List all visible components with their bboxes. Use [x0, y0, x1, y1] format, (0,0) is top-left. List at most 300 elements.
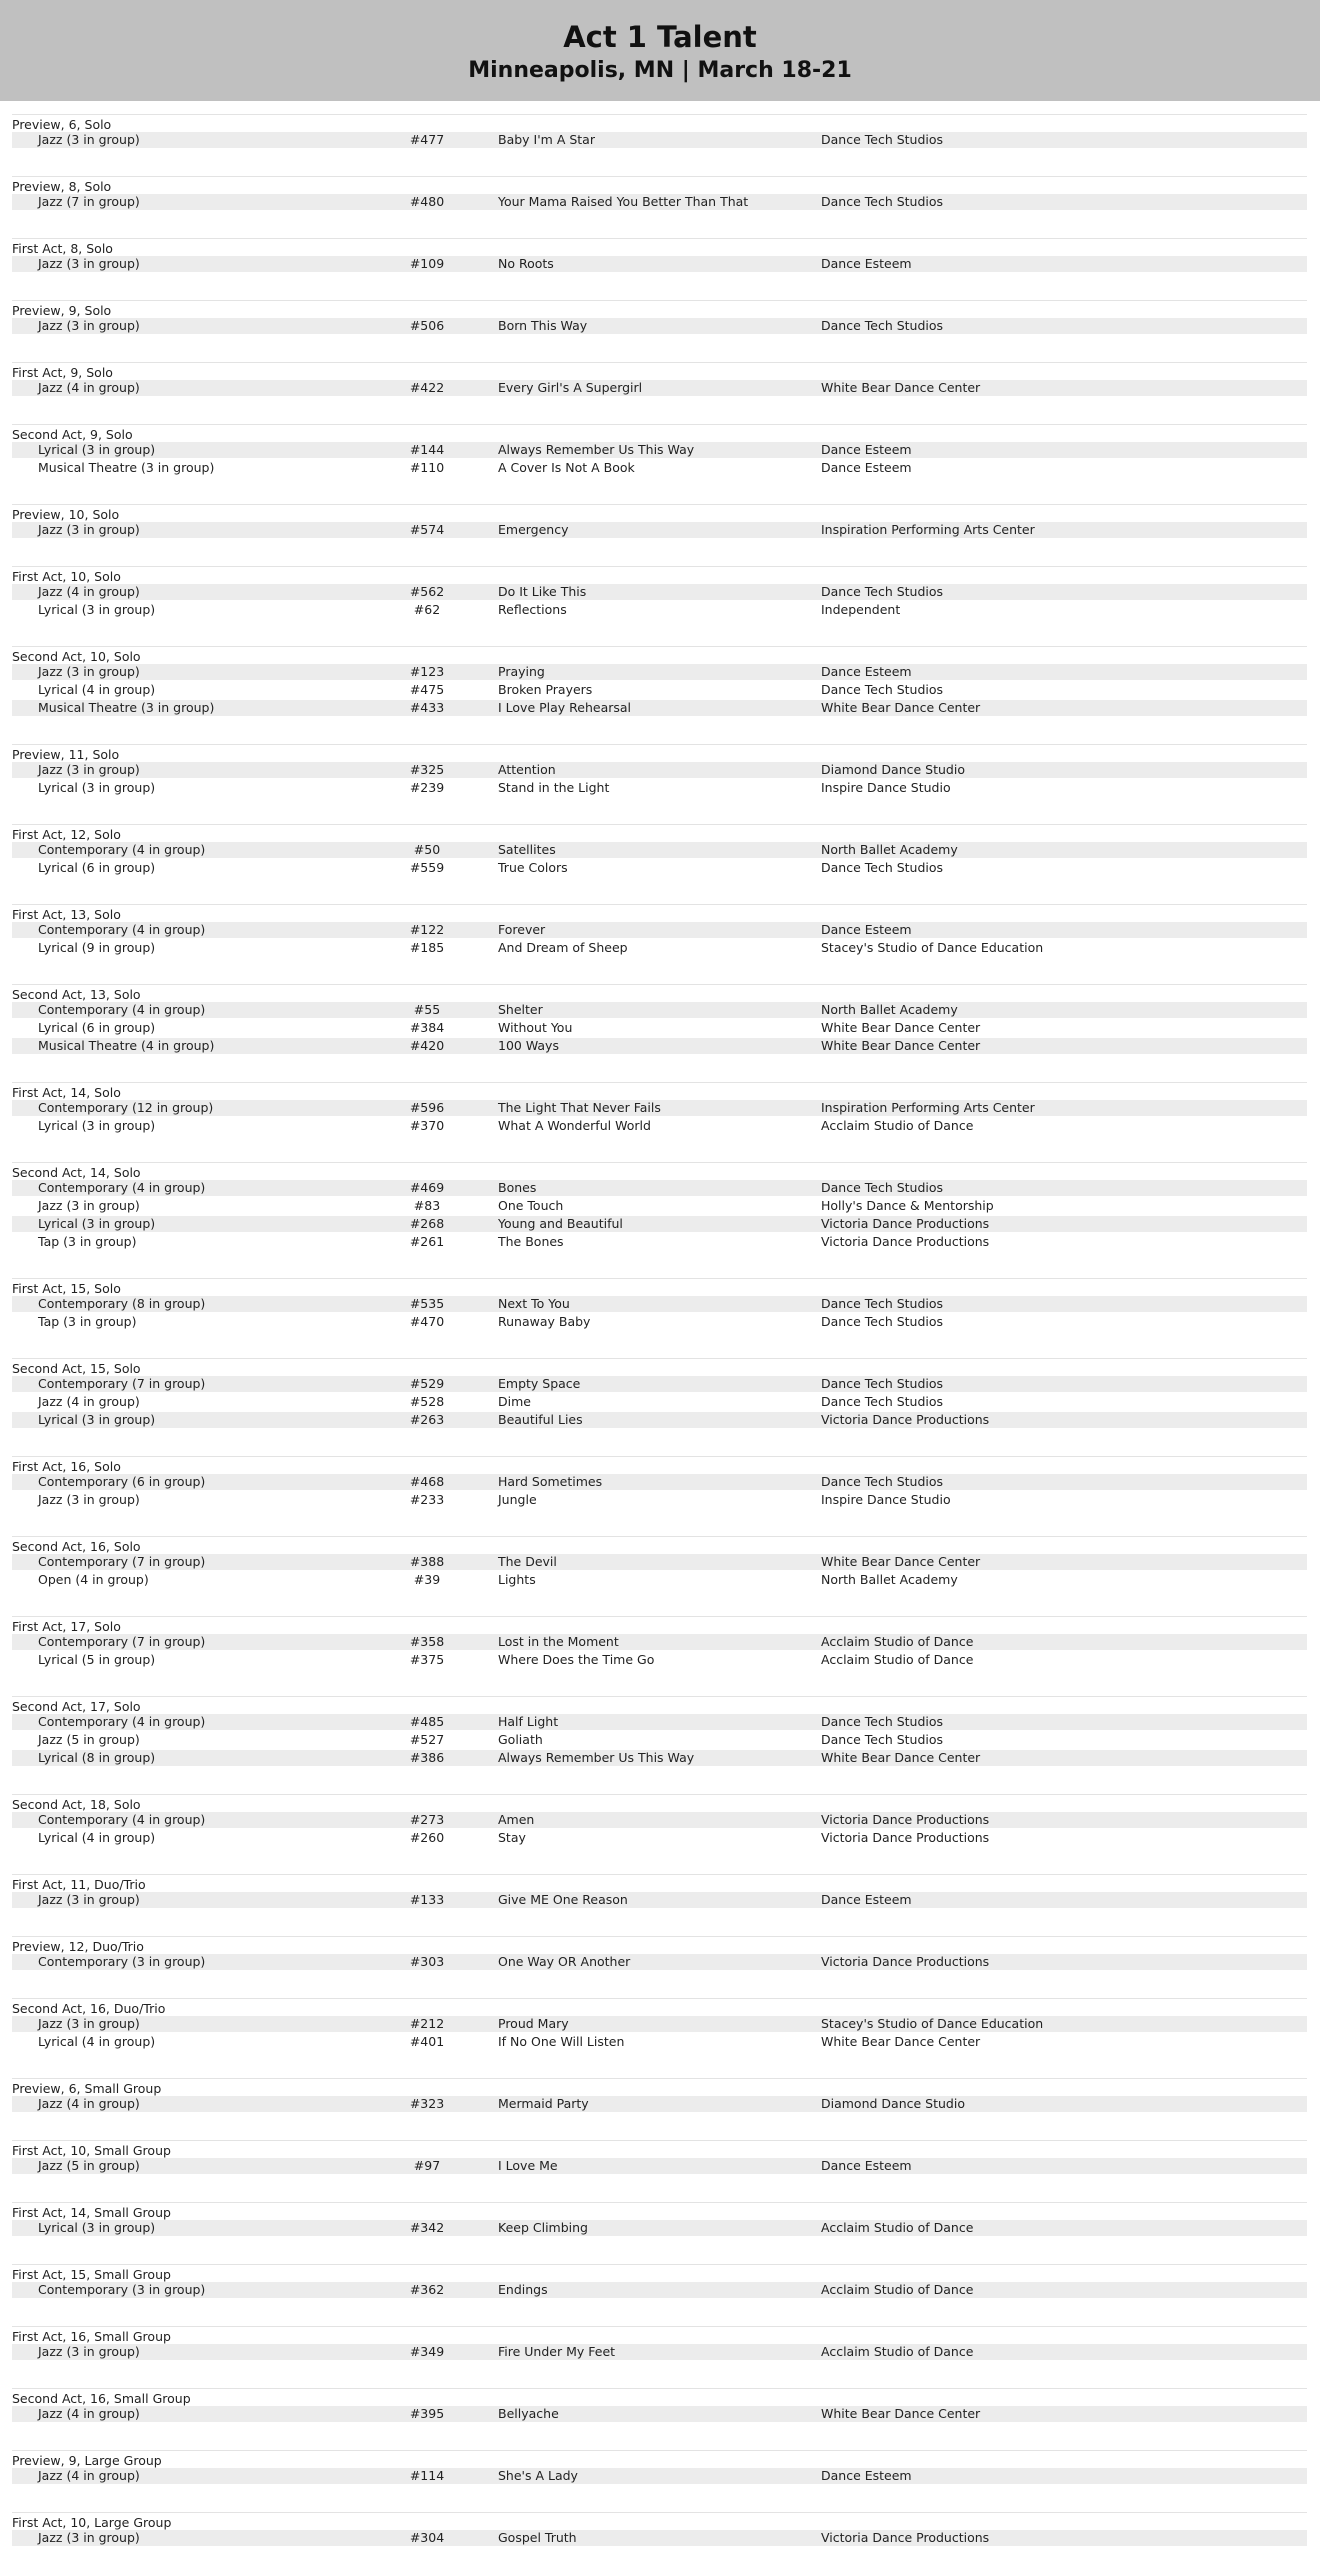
entry-studio: Dance Tech Studios — [821, 132, 944, 147]
entry-number: #325 — [409, 762, 445, 777]
entry-row — [12, 2220, 1307, 2236]
group-heading: Second Act, 18, Solo — [12, 1797, 141, 1812]
group-divider — [12, 904, 1307, 905]
entry-category: Contemporary (7 in group) — [38, 1376, 206, 1391]
entry-row — [12, 1892, 1307, 1908]
entry-category: Jazz (3 in group) — [38, 664, 140, 679]
entry-number: #268 — [409, 1216, 445, 1231]
entry-number: #529 — [409, 1376, 445, 1391]
entry-number: #123 — [409, 664, 445, 679]
group-divider — [12, 362, 1307, 363]
group-divider — [12, 1358, 1307, 1359]
entry-title: What A Wonderful World — [498, 1118, 651, 1133]
entry-category: Jazz (4 in group) — [38, 2096, 140, 2111]
group-divider — [12, 1162, 1307, 1163]
entry-studio: White Bear Dance Center — [821, 380, 981, 395]
group-divider — [12, 1278, 1307, 1279]
entry-studio: Dance Tech Studios — [821, 1474, 944, 1489]
entry-row — [12, 1314, 1307, 1330]
entry-row — [12, 1216, 1307, 1232]
entry-row — [12, 1750, 1307, 1766]
group-divider — [12, 2140, 1307, 2141]
entry-row — [12, 2016, 1307, 2032]
entry-number: #263 — [409, 1412, 445, 1427]
entry-studio: Victoria Dance Productions — [821, 1812, 990, 1827]
entry-category: Jazz (3 in group) — [38, 1492, 140, 1507]
group-divider — [12, 1536, 1307, 1537]
entry-row — [12, 2096, 1307, 2112]
entry-number: #110 — [409, 460, 445, 475]
entry-category: Musical Theatre (3 in group) — [38, 700, 215, 715]
group-divider — [12, 1874, 1307, 1875]
entry-studio: White Bear Dance Center — [821, 2406, 981, 2421]
entry-studio: Victoria Dance Productions — [821, 1412, 990, 1427]
entry-studio: Victoria Dance Productions — [821, 1954, 990, 1969]
entry-title: I Love Play Rehearsal — [498, 700, 632, 715]
entry-category: Jazz (5 in group) — [38, 1732, 140, 1747]
entry-category: Tap (3 in group) — [38, 1314, 137, 1329]
entry-row — [12, 1714, 1307, 1730]
entry-studio: Dance Esteem — [821, 2468, 912, 2483]
entry-row — [12, 860, 1307, 876]
entry-number: #109 — [409, 256, 445, 271]
entry-number: #144 — [409, 442, 445, 457]
entry-studio: Dance Tech Studios — [821, 1296, 944, 1311]
group-heading: Preview, 8, Solo — [12, 179, 112, 194]
entry-row — [12, 442, 1307, 458]
entry-studio: Acclaim Studio of Dance — [821, 1118, 974, 1133]
entry-category: Lyrical (3 in group) — [38, 2220, 156, 2235]
entry-row — [12, 1296, 1307, 1312]
entry-row — [12, 1412, 1307, 1428]
entry-number: #420 — [409, 1038, 445, 1053]
entry-category: Lyrical (6 in group) — [38, 1020, 156, 1035]
entry-studio: Acclaim Studio of Dance — [821, 1652, 974, 1667]
group-divider — [12, 824, 1307, 825]
entry-number: #559 — [409, 860, 445, 875]
group-heading: First Act, 9, Solo — [12, 365, 113, 380]
group-divider — [12, 646, 1307, 647]
entry-row — [12, 2344, 1307, 2360]
entry-studio: White Bear Dance Center — [821, 1020, 981, 1035]
entry-category: Lyrical (3 in group) — [38, 442, 156, 457]
entry-studio: Dance Tech Studios — [821, 860, 944, 875]
entry-number: #477 — [409, 132, 445, 147]
entry-number: #562 — [409, 584, 445, 599]
entry-title: Young and Beautiful — [498, 1216, 623, 1231]
group-heading: First Act, 13, Solo — [12, 907, 121, 922]
entry-number: #185 — [409, 940, 445, 955]
entry-category: Jazz (3 in group) — [38, 256, 140, 271]
entry-studio: Dance Tech Studios — [821, 1314, 944, 1329]
entry-category: Contemporary (4 in group) — [38, 842, 206, 857]
entry-number: #506 — [409, 318, 445, 333]
group-divider — [12, 1082, 1307, 1083]
entry-number: #97 — [413, 2158, 441, 2173]
entry-studio: Inspire Dance Studio — [821, 1492, 951, 1507]
entry-number: #349 — [409, 2344, 445, 2359]
entry-category: Jazz (3 in group) — [38, 2344, 140, 2359]
entry-title: Emergency — [498, 522, 569, 537]
group-divider — [12, 1936, 1307, 1937]
entry-number: #233 — [409, 1492, 445, 1507]
group-heading: First Act, 10, Solo — [12, 569, 121, 584]
entry-number: #401 — [409, 2034, 445, 2049]
entry-row — [12, 1234, 1307, 1250]
group-divider — [12, 1696, 1307, 1697]
entry-category: Jazz (4 in group) — [38, 380, 140, 395]
entry-row — [12, 2406, 1307, 2422]
entry-number: #323 — [409, 2096, 445, 2111]
entry-row — [12, 1180, 1307, 1196]
group-divider — [12, 300, 1307, 301]
group-heading: First Act, 17, Solo — [12, 1619, 121, 1634]
entry-category: Contemporary (3 in group) — [38, 2282, 206, 2297]
entry-category: Lyrical (3 in group) — [38, 1412, 156, 1427]
entry-title: Hard Sometimes — [498, 1474, 603, 1489]
entry-category: Jazz (7 in group) — [38, 194, 140, 209]
entry-number: #535 — [409, 1296, 445, 1311]
entry-row — [12, 132, 1307, 148]
entry-number: #260 — [409, 1830, 445, 1845]
entry-category: Jazz (4 in group) — [38, 2406, 140, 2421]
entry-row — [12, 1492, 1307, 1508]
entry-number: #273 — [409, 1812, 445, 1827]
group-divider — [12, 1794, 1307, 1795]
entry-studio: Dance Tech Studios — [821, 1376, 944, 1391]
group-divider — [12, 566, 1307, 567]
entry-title: Always Remember Us This Way — [498, 1750, 695, 1765]
entry-number: #475 — [409, 682, 445, 697]
group-divider — [12, 984, 1307, 985]
group-heading: First Act, 8, Solo — [12, 241, 113, 256]
entry-title: Always Remember Us This Way — [498, 442, 695, 457]
entry-number: #55 — [413, 1002, 441, 1017]
entry-row — [12, 522, 1307, 538]
group-heading: Preview, 9, Solo — [12, 303, 112, 318]
entry-row — [12, 1732, 1307, 1748]
entry-title: Every Girl's A Supergirl — [498, 380, 643, 395]
entry-category: Jazz (3 in group) — [38, 762, 140, 777]
entry-row — [12, 2530, 1307, 2546]
entry-number: #122 — [409, 922, 445, 937]
entry-studio: Inspiration Performing Arts Center — [821, 522, 1035, 537]
entry-title: Satellites — [498, 842, 556, 857]
entry-number: #303 — [409, 1954, 445, 1969]
entry-category: Lyrical (8 in group) — [38, 1750, 156, 1765]
entry-number: #362 — [409, 2282, 445, 2297]
entry-category: Lyrical (3 in group) — [38, 602, 156, 617]
entry-title: Beautiful Lies — [498, 1412, 583, 1427]
entry-number: #480 — [409, 194, 445, 209]
entry-number: #261 — [409, 1234, 445, 1249]
entry-row — [12, 700, 1307, 716]
entry-number: #596 — [409, 1100, 445, 1115]
group-divider — [12, 114, 1307, 115]
entry-studio: North Ballet Academy — [821, 1572, 958, 1587]
group-heading: Preview, 9, Large Group — [12, 2453, 162, 2468]
entry-studio: White Bear Dance Center — [821, 1554, 981, 1569]
entry-row — [12, 2034, 1307, 2050]
group-heading: Second Act, 16, Small Group — [12, 2391, 191, 2406]
entry-studio: White Bear Dance Center — [821, 2034, 981, 2049]
entry-category: Jazz (4 in group) — [38, 2468, 140, 2483]
entry-title: Half Light — [498, 1714, 559, 1729]
entry-studio: Acclaim Studio of Dance — [821, 2344, 974, 2359]
group-heading: Preview, 11, Solo — [12, 747, 120, 762]
entry-title: 100 Ways — [498, 1038, 559, 1053]
entry-category: Tap (3 in group) — [38, 1234, 137, 1249]
entry-number: #468 — [409, 1474, 445, 1489]
entry-studio: Victoria Dance Productions — [821, 1216, 990, 1231]
entry-studio: Acclaim Studio of Dance — [821, 2220, 974, 2235]
entry-category: Contemporary (4 in group) — [38, 1714, 206, 1729]
entry-row — [12, 780, 1307, 796]
entry-title: Born This Way — [498, 318, 588, 333]
group-divider — [12, 2078, 1307, 2079]
entry-studio: Dance Tech Studios — [821, 584, 944, 599]
entry-studio: Dance Tech Studios — [821, 1394, 944, 1409]
entry-number: #62 — [413, 602, 441, 617]
entry-title: True Colors — [498, 860, 568, 875]
group-heading: Second Act, 10, Solo — [12, 649, 141, 664]
entry-number: #527 — [409, 1732, 445, 1747]
entry-title: Where Does the Time Go — [498, 1652, 655, 1667]
group-divider — [12, 2450, 1307, 2451]
entry-number: #384 — [409, 1020, 445, 1035]
entry-number: #342 — [409, 2220, 445, 2235]
group-heading: First Act, 12, Solo — [12, 827, 121, 842]
entry-number: #485 — [409, 1714, 445, 1729]
group-heading: First Act, 15, Solo — [12, 1281, 121, 1296]
entry-row — [12, 1198, 1307, 1214]
entry-row — [12, 584, 1307, 600]
entry-category: Jazz (4 in group) — [38, 1394, 140, 1409]
group-divider — [12, 424, 1307, 425]
group-divider — [12, 2388, 1307, 2389]
group-heading: Preview, 10, Solo — [12, 507, 120, 522]
entry-title: Proud Mary — [498, 2016, 569, 2031]
entry-row — [12, 1954, 1307, 1970]
entry-title: Lost in the Moment — [498, 1634, 619, 1649]
group-heading: First Act, 14, Solo — [12, 1085, 121, 1100]
entry-category: Jazz (5 in group) — [38, 2158, 140, 2173]
entry-title: Runaway Baby — [498, 1314, 591, 1329]
entry-row — [12, 1474, 1307, 1490]
group-heading: First Act, 15, Small Group — [12, 2267, 171, 2282]
entry-studio: Dance Tech Studios — [821, 1180, 944, 1195]
group-divider — [12, 1616, 1307, 1617]
entry-row — [12, 256, 1307, 272]
entry-row — [12, 1572, 1307, 1588]
entry-number: #422 — [409, 380, 445, 395]
entry-title: The Light That Never Fails — [498, 1100, 661, 1115]
entry-title: Jungle — [498, 1492, 537, 1507]
group-heading: First Act, 11, Duo/Trio — [12, 1877, 146, 1892]
entry-category: Contemporary (4 in group) — [38, 922, 206, 937]
entry-studio: Victoria Dance Productions — [821, 2530, 990, 2545]
entry-row — [12, 380, 1307, 396]
entry-studio: Acclaim Studio of Dance — [821, 1634, 974, 1649]
entry-row — [12, 1652, 1307, 1668]
entry-category: Lyrical (3 in group) — [38, 780, 156, 795]
group-heading: Second Act, 17, Solo — [12, 1699, 141, 1714]
entry-title: The Devil — [498, 1554, 557, 1569]
entry-studio: Dance Esteem — [821, 256, 912, 271]
entry-studio: Inspire Dance Studio — [821, 780, 951, 795]
entry-category: Contemporary (7 in group) — [38, 1634, 206, 1649]
entry-category: Contemporary (7 in group) — [38, 1554, 206, 1569]
entry-category: Contemporary (4 in group) — [38, 1002, 206, 1017]
page-subtitle: Minneapolis, MN | March 18-21 — [468, 58, 852, 83]
entry-title: Give ME One Reason — [498, 1892, 628, 1907]
entry-title: Mermaid Party — [498, 2096, 589, 2111]
entry-number: #304 — [409, 2530, 445, 2545]
entry-title: Empty Space — [498, 1376, 581, 1391]
entry-category: Lyrical (4 in group) — [38, 2034, 156, 2049]
group-heading: Preview, 12, Duo/Trio — [12, 1939, 144, 1954]
page-title: Act 1 Talent — [563, 20, 757, 54]
entry-title: Amen — [498, 1812, 535, 1827]
group-heading: Second Act, 15, Solo — [12, 1361, 141, 1376]
entry-number: #212 — [409, 2016, 445, 2031]
entry-row — [12, 1830, 1307, 1846]
group-divider — [12, 2264, 1307, 2265]
group-heading: Second Act, 13, Solo — [12, 987, 141, 1002]
entry-title: Attention — [498, 762, 556, 777]
entry-number: #358 — [409, 1634, 445, 1649]
group-divider — [12, 2512, 1307, 2513]
entry-number: #50 — [413, 842, 441, 857]
entry-category: Lyrical (3 in group) — [38, 1118, 156, 1133]
entry-title: No Roots — [498, 256, 554, 271]
entry-number: #395 — [409, 2406, 445, 2421]
entry-studio: Dance Esteem — [821, 1892, 912, 1907]
group-divider — [12, 2202, 1307, 2203]
group-heading: First Act, 14, Small Group — [12, 2205, 171, 2220]
entry-category: Lyrical (6 in group) — [38, 860, 156, 875]
entry-row — [12, 762, 1307, 778]
entry-category: Lyrical (9 in group) — [38, 940, 156, 955]
entry-row — [12, 1634, 1307, 1650]
group-heading: Preview, 6, Solo — [12, 117, 112, 132]
page-header — [0, 0, 1320, 101]
entry-title: One Way OR Another — [498, 1954, 631, 1969]
entry-studio: Inspiration Performing Arts Center — [821, 1100, 1035, 1115]
entry-row — [12, 318, 1307, 334]
entry-title: Do It Like This — [498, 584, 587, 599]
entry-row — [12, 2158, 1307, 2174]
entry-row — [12, 602, 1307, 618]
entry-title: Broken Prayers — [498, 682, 593, 697]
entry-category: Jazz (3 in group) — [38, 2016, 140, 2031]
entry-number: #388 — [409, 1554, 445, 1569]
entry-studio: Stacey's Studio of Dance Education — [821, 940, 1044, 955]
entry-category: Lyrical (5 in group) — [38, 1652, 156, 1667]
entry-row — [12, 1118, 1307, 1134]
entry-category: Jazz (3 in group) — [38, 2530, 140, 2545]
entry-row — [12, 1020, 1307, 1036]
entry-number: #83 — [413, 1198, 441, 1213]
group-heading: Second Act, 9, Solo — [12, 427, 133, 442]
entry-studio: Dance Esteem — [821, 664, 912, 679]
entry-category: Lyrical (4 in group) — [38, 682, 156, 697]
entry-category: Contemporary (3 in group) — [38, 1954, 206, 1969]
entry-category: Open (4 in group) — [38, 1572, 149, 1587]
group-heading: Preview, 6, Small Group — [12, 2081, 162, 2096]
entry-studio: White Bear Dance Center — [821, 700, 981, 715]
entry-number: #370 — [409, 1118, 445, 1133]
entry-title: Next To You — [498, 1296, 570, 1311]
entry-category: Contemporary (4 in group) — [38, 1180, 206, 1195]
entry-category: Lyrical (4 in group) — [38, 1830, 156, 1845]
entry-number: #239 — [409, 780, 445, 795]
entry-studio: Diamond Dance Studio — [821, 2096, 965, 2111]
entry-title: If No One Will Listen — [498, 2034, 625, 2049]
entry-title: Fire Under My Feet — [498, 2344, 616, 2359]
entry-row — [12, 2468, 1307, 2484]
group-divider — [12, 2326, 1307, 2327]
entry-category: Contemporary (8 in group) — [38, 1296, 206, 1311]
entry-studio: Diamond Dance Studio — [821, 762, 965, 777]
group-heading: First Act, 10, Small Group — [12, 2143, 171, 2158]
entry-studio: Dance Esteem — [821, 460, 912, 475]
entry-studio: Independent — [821, 602, 901, 617]
entry-title: A Cover Is Not A Book — [498, 460, 635, 475]
entry-category: Jazz (3 in group) — [38, 318, 140, 333]
entry-title: Your Mama Raised You Better Than That — [498, 194, 749, 209]
entry-title: Stay — [498, 1830, 526, 1845]
entry-studio: Dance Esteem — [821, 442, 912, 457]
entry-category: Musical Theatre (4 in group) — [38, 1038, 215, 1053]
entry-studio: Dance Tech Studios — [821, 194, 944, 209]
entry-studio: Acclaim Studio of Dance — [821, 2282, 974, 2297]
entry-studio: Holly's Dance & Mentorship — [821, 1198, 994, 1213]
entry-number: #433 — [409, 700, 445, 715]
entry-number: #470 — [409, 1314, 445, 1329]
entry-row — [12, 1812, 1307, 1828]
entry-title: Gospel Truth — [498, 2530, 577, 2545]
entry-studio: North Ballet Academy — [821, 1002, 958, 1017]
entry-row — [12, 940, 1307, 956]
entry-number: #133 — [409, 1892, 445, 1907]
entry-number: #528 — [409, 1394, 445, 1409]
group-heading: Second Act, 14, Solo — [12, 1165, 141, 1180]
entry-category: Contemporary (4 in group) — [38, 1812, 206, 1827]
entry-studio: Victoria Dance Productions — [821, 1830, 990, 1845]
entry-number: #469 — [409, 1180, 445, 1195]
entry-row — [12, 1002, 1307, 1018]
entry-title: Reflections — [498, 602, 567, 617]
entry-title: I Love Me — [498, 2158, 558, 2173]
entry-studio: Dance Tech Studios — [821, 682, 944, 697]
entry-category: Musical Theatre (3 in group) — [38, 460, 215, 475]
entry-row — [12, 664, 1307, 680]
entry-row — [12, 922, 1307, 938]
entry-number: #114 — [409, 2468, 445, 2483]
entry-row — [12, 1038, 1307, 1054]
entry-studio: Stacey's Studio of Dance Education — [821, 2016, 1044, 2031]
entry-studio: White Bear Dance Center — [821, 1038, 981, 1053]
entry-title: Goliath — [498, 1732, 543, 1747]
entry-studio: Dance Tech Studios — [821, 1732, 944, 1747]
entry-title: Forever — [498, 922, 546, 937]
entry-row — [12, 460, 1307, 476]
group-heading: Second Act, 16, Duo/Trio — [12, 2001, 166, 2016]
entry-title: One Touch — [498, 1198, 564, 1213]
group-divider — [12, 504, 1307, 505]
entry-title: The Bones — [498, 1234, 564, 1249]
